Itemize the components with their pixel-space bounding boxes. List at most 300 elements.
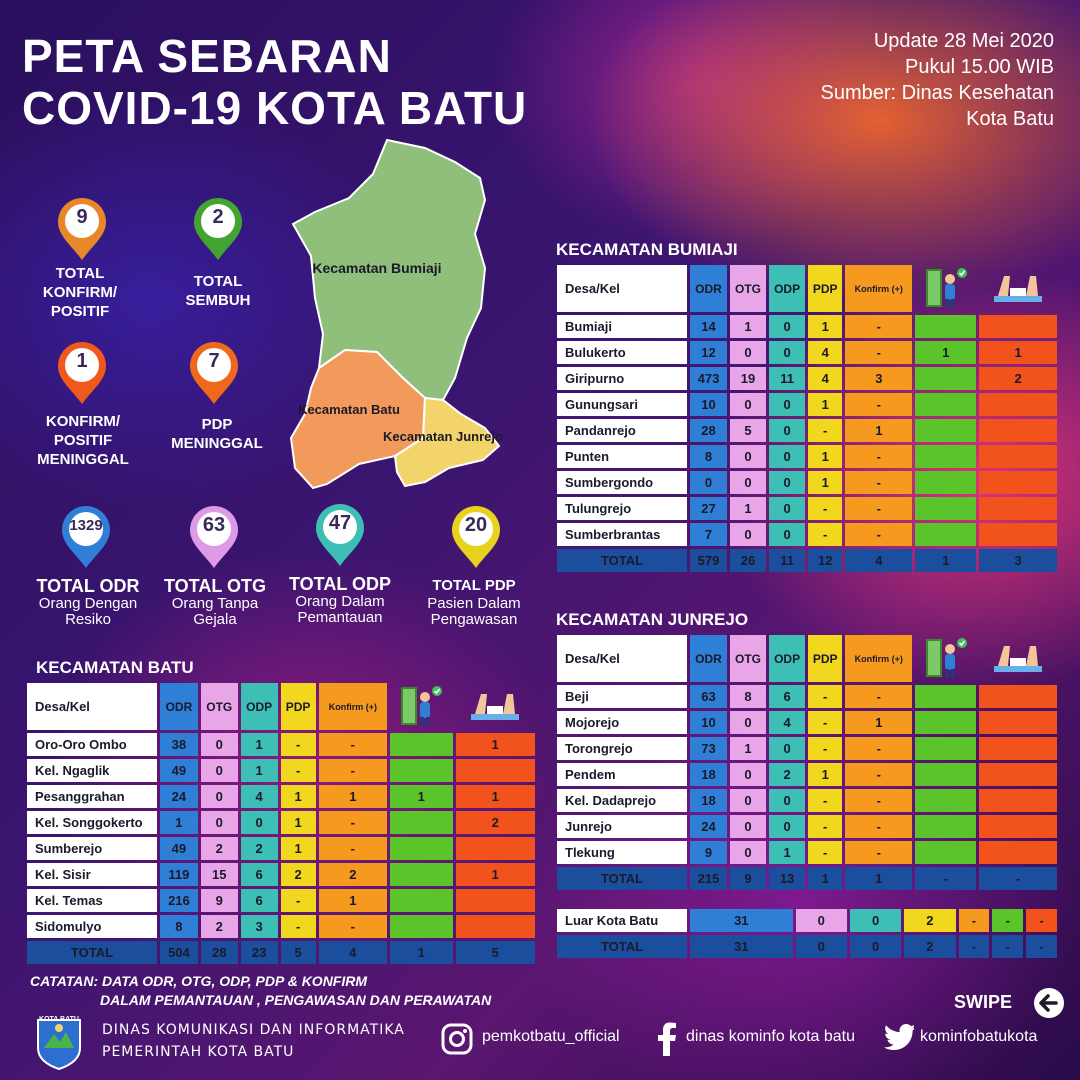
cell-odp: 2 (769, 763, 805, 786)
cell-kon: 1 (319, 785, 387, 808)
konfirm-meninggal-label: KONFIRM/ POSITIF MENINGGAL (37, 413, 129, 468)
cell-odp: 0 (769, 737, 805, 760)
total-label: TOTAL (557, 549, 687, 572)
luar-kota-table (554, 906, 1060, 961)
cell-pdp: - (808, 419, 842, 442)
cell-sem (915, 763, 976, 786)
total-label: TOTAL (557, 867, 687, 890)
update-time: Pukul 15.00 WIB (905, 56, 1054, 78)
total-kon: 4 (319, 941, 387, 964)
total-odr: 504 (160, 941, 198, 964)
desa-name: Sumberbrantas (557, 523, 687, 546)
total-odr: 31 (690, 935, 793, 958)
cell-kon: - (319, 811, 387, 834)
cell-sem (390, 733, 452, 756)
cell-kon: - (845, 497, 912, 520)
table-row (557, 367, 1057, 390)
cell-men: 1 (456, 733, 536, 756)
cell-pdp: - (808, 737, 842, 760)
cell-kon: - (845, 789, 912, 812)
cell-sem: 1 (390, 785, 452, 808)
instagram-icon[interactable] (440, 1022, 474, 1056)
cell-odp: 6 (769, 685, 805, 708)
table-row (27, 889, 535, 912)
total-otg-title: TOTAL OTG (164, 576, 266, 596)
total-otg-label (158, 576, 272, 628)
desa-name: Bulukerto (557, 341, 687, 364)
cell-otg: 0 (201, 811, 238, 834)
cell-odp: 1 (241, 733, 278, 756)
cell-men: - (1026, 909, 1057, 932)
total-otg: 26 (730, 549, 766, 572)
cell-pdp: - (281, 733, 316, 756)
desa-name: Junrejo (557, 815, 687, 838)
pdp-meninggal-label: PDP MENINGGAL (171, 416, 263, 452)
table-row (27, 733, 535, 756)
desa-name: Luar Kota Batu (557, 909, 687, 932)
total-men: 5 (456, 941, 536, 964)
cell-odp: 11 (769, 367, 805, 390)
total-pdp: 1 (808, 867, 842, 890)
header-otg: OTG (730, 265, 766, 312)
cell-sem (915, 393, 976, 416)
cell-odr: 63 (690, 685, 727, 708)
table-row (557, 523, 1057, 546)
desa-name: Giripurno (557, 367, 687, 390)
header-odp: ODP (241, 683, 278, 730)
swipe-label: SWIPE (954, 992, 1013, 1012)
total-pdp-title: TOTAL PDP (432, 577, 516, 594)
meninggal-icon (467, 688, 523, 722)
total-odp-value: 47 (328, 512, 352, 534)
cell-odr: 38 (160, 733, 198, 756)
cell-sem (390, 811, 452, 834)
header-pdp: PDP (808, 635, 842, 682)
header-odp: ODP (769, 265, 805, 312)
table-row (27, 837, 535, 860)
desa-name: Torongrejo (557, 737, 687, 760)
cell-otg: 1 (730, 737, 766, 760)
cell-sem (915, 789, 976, 812)
twitter-icon[interactable] (884, 1024, 914, 1050)
cell-men (979, 815, 1057, 838)
pdp-meninggal-value: 7 (208, 350, 220, 372)
desa-name: Kel. Temas (27, 889, 157, 912)
header-pdp: PDP (808, 265, 842, 312)
facebook-handle[interactable]: dinas kominfo kota batu (686, 1028, 855, 1045)
cell-pdp: - (281, 889, 316, 912)
cell-pdp: 4 (808, 367, 842, 390)
total-sem: - (915, 867, 976, 890)
cell-sem (390, 837, 452, 860)
cell-odr: 12 (690, 341, 727, 364)
cell-kon: - (845, 523, 912, 546)
dinas-line-2: PEMERINTAH KOTA BATU (102, 1044, 295, 1060)
total-men: - (1026, 935, 1057, 958)
cell-men (979, 315, 1057, 338)
cell-otg: 0 (730, 841, 766, 864)
cell-men: 1 (979, 341, 1057, 364)
page-title (22, 30, 527, 134)
cell-otg: 0 (730, 711, 766, 734)
cell-odr: 8 (160, 915, 198, 938)
cell-men: 1 (456, 785, 536, 808)
cell-pdp: 4 (808, 341, 842, 364)
pdp-meninggal-pin (186, 340, 242, 406)
header-desa: Desa/Kel (557, 265, 687, 312)
cell-odr: 24 (160, 785, 198, 808)
cell-odp: 0 (769, 523, 805, 546)
catatan-note (30, 972, 491, 1010)
cell-odr: 119 (160, 863, 198, 886)
cell-otg: 0 (730, 393, 766, 416)
table-header-row (27, 683, 535, 730)
cell-men (979, 685, 1057, 708)
cell-odp: 1 (241, 759, 278, 782)
total-otg-sub: Orang Tanpa Gejala (171, 595, 259, 628)
desa-name: Kel. Ngaglik (27, 759, 157, 782)
cell-men (979, 419, 1057, 442)
header-meninggal (456, 683, 536, 730)
cell-men (979, 471, 1057, 494)
cell-pdp: - (808, 841, 842, 864)
cell-men (456, 837, 536, 860)
header-odp: ODP (769, 635, 805, 682)
cell-sem (915, 367, 976, 390)
cell-sem (390, 915, 452, 938)
cell-odp: 0 (769, 419, 805, 442)
total-konfirm-pin (54, 196, 110, 262)
total-sem: - (992, 935, 1023, 958)
desa-name: Mojorejo (557, 711, 687, 734)
desa-name: Gunungsari (557, 393, 687, 416)
konfirm-meninggal-value: 1 (76, 350, 88, 372)
table-row (557, 471, 1057, 494)
cell-sem (915, 419, 976, 442)
cell-otg: 15 (201, 863, 238, 886)
total-odr-value: 1329 (69, 517, 103, 534)
cell-pdp: - (808, 523, 842, 546)
cell-odr: 10 (690, 711, 727, 734)
cell-kon: - (845, 815, 912, 838)
cell-kon: 1 (845, 419, 912, 442)
cell-sem: - (992, 909, 1023, 932)
cell-odr: 28 (690, 419, 727, 442)
cell-odp: 4 (241, 785, 278, 808)
cell-kon: 2 (319, 863, 387, 886)
table-row (557, 909, 1057, 932)
desa-name: Kel. Songgokerto (27, 811, 157, 834)
konfirm-meninggal-pin (54, 340, 110, 406)
cell-men (979, 789, 1057, 812)
cell-kon: - (845, 685, 912, 708)
cell-men: 2 (979, 367, 1057, 390)
cell-odr: 73 (690, 737, 727, 760)
total-row (27, 941, 535, 964)
footer-bar (0, 1012, 1080, 1080)
header-odr: ODR (690, 265, 727, 312)
table-row (557, 341, 1057, 364)
sembuh-icon (924, 265, 968, 309)
total-odp-pin (312, 502, 368, 568)
table-row (557, 737, 1057, 760)
title-line-1: PETA SEBARAN (22, 30, 392, 82)
total-odp-title: TOTAL ODP (288, 574, 391, 594)
meninggal-icon (990, 640, 1046, 674)
cell-pdp: 1 (808, 471, 842, 494)
cell-kon: - (959, 909, 990, 932)
cell-kon: - (845, 471, 912, 494)
cell-odr: 49 (160, 837, 198, 860)
cell-otg: 19 (730, 367, 766, 390)
header-meninggal (979, 635, 1057, 682)
total-kon: 1 (845, 867, 912, 890)
twitter-handle[interactable]: kominfobatukota (920, 1028, 1038, 1045)
cell-odp: 0 (769, 815, 805, 838)
cell-odr: 18 (690, 763, 727, 786)
cell-kon: - (845, 841, 912, 864)
total-kon: - (959, 935, 990, 958)
cell-odp: 0 (769, 393, 805, 416)
junrejo-section-title: KECAMATAN JUNREJO (556, 610, 749, 629)
total-men: - (979, 867, 1057, 890)
header-otg: OTG (201, 683, 238, 730)
cell-odp: 0 (769, 315, 805, 338)
cell-otg: 0 (730, 471, 766, 494)
cell-otg: 1 (730, 315, 766, 338)
desa-name: Beji (557, 685, 687, 708)
cell-odp: 1 (769, 841, 805, 864)
header-odr: ODR (160, 683, 198, 730)
desa-name: Sumberejo (27, 837, 157, 860)
map-label-batu: Kecamatan Batu (298, 402, 400, 417)
total-odr-sub: Orang Dengan Resiko (38, 595, 138, 628)
table-row (557, 685, 1057, 708)
cell-men (979, 523, 1057, 546)
cell-odr: 0 (690, 471, 727, 494)
header-meninggal (979, 265, 1057, 312)
total-otg-value: 63 (202, 514, 226, 536)
table-row (557, 419, 1057, 442)
header-sembuh (390, 683, 452, 730)
total-odp-label (282, 574, 398, 626)
total-pdp: 5 (281, 941, 316, 964)
total-kon: 4 (845, 549, 912, 572)
cell-odp: 0 (769, 497, 805, 520)
cell-odr: 31 (690, 909, 793, 932)
total-otg: 0 (796, 935, 847, 958)
cell-odr: 8 (690, 445, 727, 468)
kota-batu-map (285, 138, 510, 500)
cell-sem (915, 815, 976, 838)
cell-otg: 0 (730, 763, 766, 786)
title-line-2: COVID-19 KOTA BATU (22, 82, 528, 134)
cell-pdp: 1 (808, 315, 842, 338)
cell-odp: 4 (769, 711, 805, 734)
cell-odp: 0 (850, 909, 901, 932)
cell-odr: 216 (160, 889, 198, 912)
cell-sem (390, 759, 452, 782)
header-desa: Desa/Kel (557, 635, 687, 682)
sembuh-icon (399, 683, 443, 727)
cell-odr: 7 (690, 523, 727, 546)
cell-sem (915, 523, 976, 546)
header-konfirm: Konfirm (+) (845, 635, 912, 682)
header-desa: Desa/Kel (27, 683, 157, 730)
update-source-2: Kota Batu (966, 108, 1054, 130)
total-sembuh-value: 2 (212, 206, 224, 228)
header-sembuh (915, 635, 976, 682)
table-row (557, 315, 1057, 338)
total-konfirm-value: 9 (76, 206, 88, 228)
cell-pdp: 1 (808, 445, 842, 468)
cell-kon: - (845, 315, 912, 338)
header-odr: ODR (690, 635, 727, 682)
cell-sem (915, 497, 976, 520)
desa-name: Tulungrejo (557, 497, 687, 520)
pin-icon (58, 504, 114, 570)
total-odp-sub: Orang Dalam Pemantauan (295, 593, 385, 626)
table-row (557, 841, 1057, 864)
cell-kon: - (845, 393, 912, 416)
cell-odp: 0 (769, 789, 805, 812)
total-row (557, 549, 1057, 572)
total-pdp-value: 20 (464, 514, 488, 536)
cell-kon: - (845, 341, 912, 364)
cell-men (979, 711, 1057, 734)
facebook-icon[interactable] (656, 1022, 678, 1056)
total-pdp: 12 (808, 549, 842, 572)
cell-otg: 0 (730, 815, 766, 838)
total-odr-pin (58, 504, 114, 570)
cell-odp: 0 (769, 445, 805, 468)
total-label: TOTAL (557, 935, 687, 958)
instagram-handle[interactable]: pemkotbatu_official (482, 1028, 620, 1045)
desa-name: Punten (557, 445, 687, 468)
total-odp: 0 (850, 935, 901, 958)
cell-odr: 27 (690, 497, 727, 520)
cell-kon: 1 (845, 711, 912, 734)
cell-men (979, 841, 1057, 864)
cell-men (979, 497, 1057, 520)
total-pdp: 2 (904, 935, 955, 958)
cell-odr: 473 (690, 367, 727, 390)
cell-men (979, 445, 1057, 468)
cell-kon: - (319, 733, 387, 756)
cell-odp: 6 (241, 863, 278, 886)
cell-odp: 2 (241, 837, 278, 860)
table-row (27, 811, 535, 834)
cell-pdp: - (808, 711, 842, 734)
cell-otg: 0 (730, 341, 766, 364)
total-row (557, 867, 1057, 890)
cell-pdp: - (808, 685, 842, 708)
table-header-row (557, 265, 1057, 312)
desa-name: Pesanggrahan (27, 785, 157, 808)
cell-sem (915, 471, 976, 494)
desa-name: Kel. Dadaprejo (557, 789, 687, 812)
map-label-bumiaji: Kecamatan Bumiaji (312, 260, 442, 276)
cell-pdp: 2 (281, 863, 316, 886)
sembuh-icon (924, 635, 968, 679)
cell-otg: 0 (730, 445, 766, 468)
cell-otg: 2 (201, 915, 238, 938)
cell-men (456, 915, 536, 938)
total-sem: 1 (390, 941, 452, 964)
desa-name: Kel. Sisir (27, 863, 157, 886)
cell-men (456, 759, 536, 782)
desa-name: Oro-Oro Ombo (27, 733, 157, 756)
total-odr: 579 (690, 549, 727, 572)
desa-name: Pandanrejo (557, 419, 687, 442)
cell-otg: 0 (201, 785, 238, 808)
desa-name: Sidomulyo (27, 915, 157, 938)
total-odp: 11 (769, 549, 805, 572)
cell-odp: 0 (769, 341, 805, 364)
desa-name: Pendem (557, 763, 687, 786)
cell-sem: 1 (915, 341, 976, 364)
total-otg-pin (186, 504, 242, 570)
map-label-junrejo: Kecamatan Junrejo (383, 429, 503, 444)
total-odr-title: TOTAL ODR (36, 576, 140, 596)
cell-otg: 1 (730, 497, 766, 520)
catatan-line-1: CATATAN: DATA ODR, OTG, ODP, PDP & KONFIRM (30, 973, 368, 989)
table-header-row (557, 635, 1057, 682)
cell-kon: - (319, 837, 387, 860)
table-row (557, 393, 1057, 416)
table-row (557, 497, 1057, 520)
desa-name: Tlekung (557, 841, 687, 864)
cell-otg: 0 (730, 523, 766, 546)
cell-sem (390, 863, 452, 886)
total-pdp-sub: Pasien Dalam Pengawasan (427, 595, 521, 628)
cell-pdp: 1 (281, 837, 316, 860)
cell-pdp: - (808, 789, 842, 812)
total-otg: 28 (201, 941, 238, 964)
total-pdp-pin (448, 504, 504, 570)
cell-kon: - (845, 445, 912, 468)
header-pdp: PDP (281, 683, 316, 730)
logo-text: KOTA BATU (39, 1016, 79, 1023)
cell-otg: 0 (730, 789, 766, 812)
cell-odp: 3 (241, 915, 278, 938)
cell-pdp: - (281, 915, 316, 938)
cell-pdp: 1 (808, 393, 842, 416)
cell-pdp: - (808, 497, 842, 520)
cell-odr: 18 (690, 789, 727, 812)
cell-sem (915, 737, 976, 760)
meninggal-icon (990, 270, 1046, 304)
cell-odr: 9 (690, 841, 727, 864)
cell-sem (915, 685, 976, 708)
cell-kon: - (319, 759, 387, 782)
cell-men (979, 763, 1057, 786)
cell-odr: 1 (160, 811, 198, 834)
desa-name: Bumiaji (557, 315, 687, 338)
cell-odr: 14 (690, 315, 727, 338)
batu-table (24, 680, 538, 967)
cell-men (979, 393, 1057, 416)
cell-kon: 3 (845, 367, 912, 390)
total-odr-label (26, 576, 150, 628)
dinas-line-1: DINAS KOMUNIKASI DAN INFORMATIKA (102, 1022, 405, 1038)
table-row (27, 759, 535, 782)
cell-otg: 5 (730, 419, 766, 442)
bumiaji-section-title: KECAMATAN BUMIAJI (556, 240, 738, 259)
cell-pdp: 1 (808, 763, 842, 786)
table-row (557, 711, 1057, 734)
cell-otg: 8 (730, 685, 766, 708)
